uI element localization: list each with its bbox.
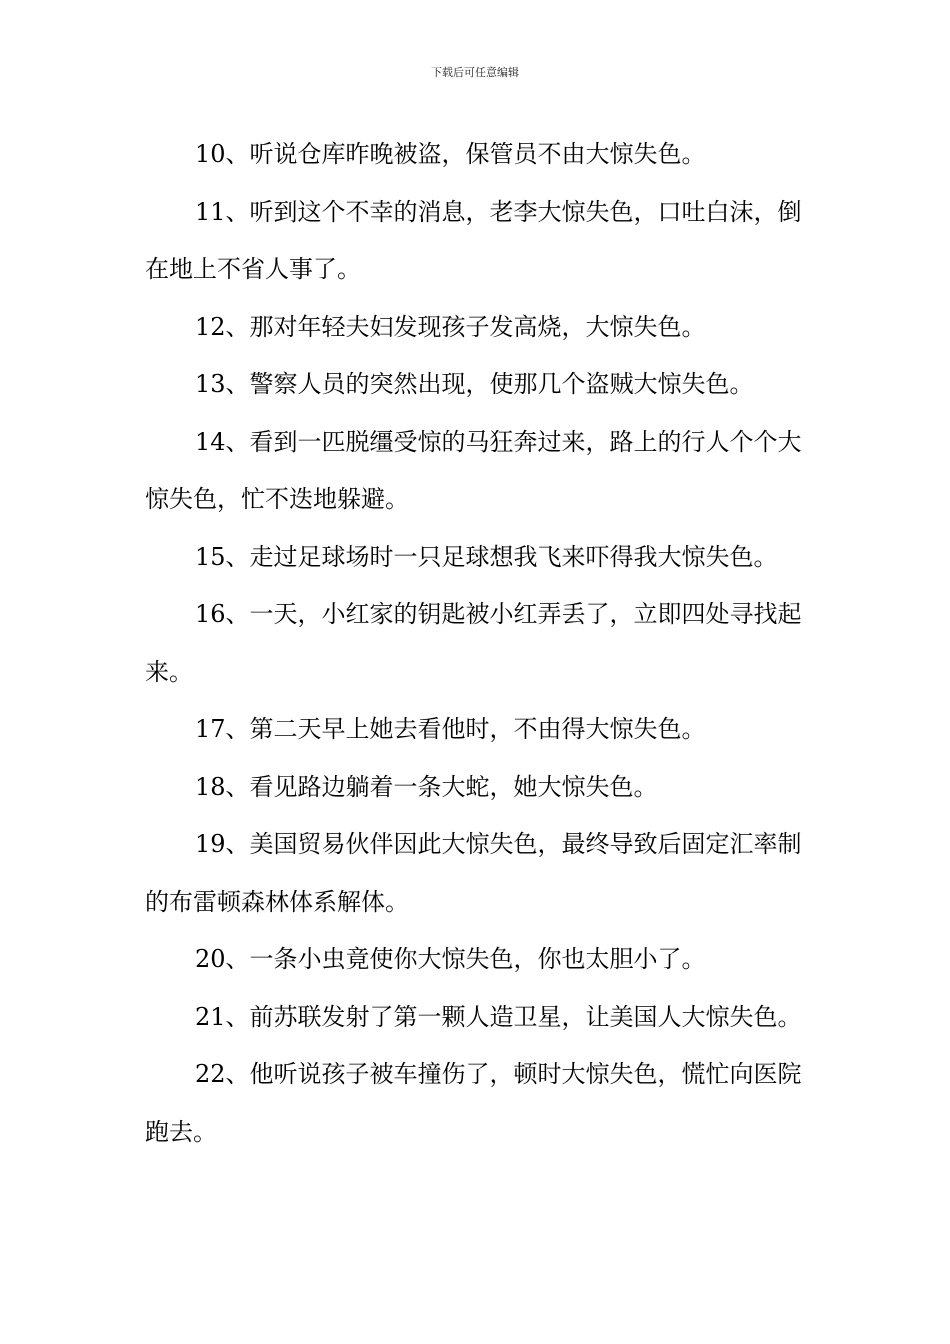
sentence-22: 22、他听说孩子被车撞伤了，顿时大惊失色，慌忙向医院跑去。 — [145, 1060, 802, 1146]
sentence-13: 13、警察人员的突然出现，使那几个盗贼大惊失色。 — [195, 370, 754, 398]
sentence-17: 17、第二天早上她去看他时，不由得大惊失色。 — [195, 715, 706, 743]
document-body — [145, 126, 813, 1161]
sentence-12: 12、那对年轻夫妇发现孩子发高烧，大惊失色。 — [195, 312, 706, 341]
sentence-16: 16、一天，小红家的钥匙被小红弄丢了，立即四处寻找起来。 — [145, 600, 802, 686]
page-header-note: 下载后可任意编辑 — [431, 66, 519, 79]
sentence-11: 11、听到这个不幸的消息，老李大惊失色，口吐白沫，倒在地上不省人事了。 — [145, 197, 802, 283]
sentence-20: 20、一条小虫竟使你大惊失色，你也太胆小了。 — [195, 945, 706, 973]
sentence-19: 19、美国贸易伙伴因此大惊失色，最终导致后固定汇率制的布雷顿森林体系解体。 — [145, 830, 802, 916]
sentence-10: 10、听说仓库昨晚被盗，保管员不由大惊失色。 — [195, 140, 706, 168]
sentence-14: 14、看到一匹脱缰受惊的马狂奔过来，路上的行人个个大惊失色，忙不迭地躲避。 — [145, 427, 802, 513]
sentence-18: 18、看见路边躺着一条大蛇，她大惊失色。 — [195, 772, 658, 801]
sentence-21: 21、前苏联发射了第一颗人造卫星，让美国人大惊失色。 — [195, 1002, 802, 1031]
sentence-15: 15、走过足球场时一只足球想我飞来吓得我大惊失色。 — [195, 542, 778, 571]
